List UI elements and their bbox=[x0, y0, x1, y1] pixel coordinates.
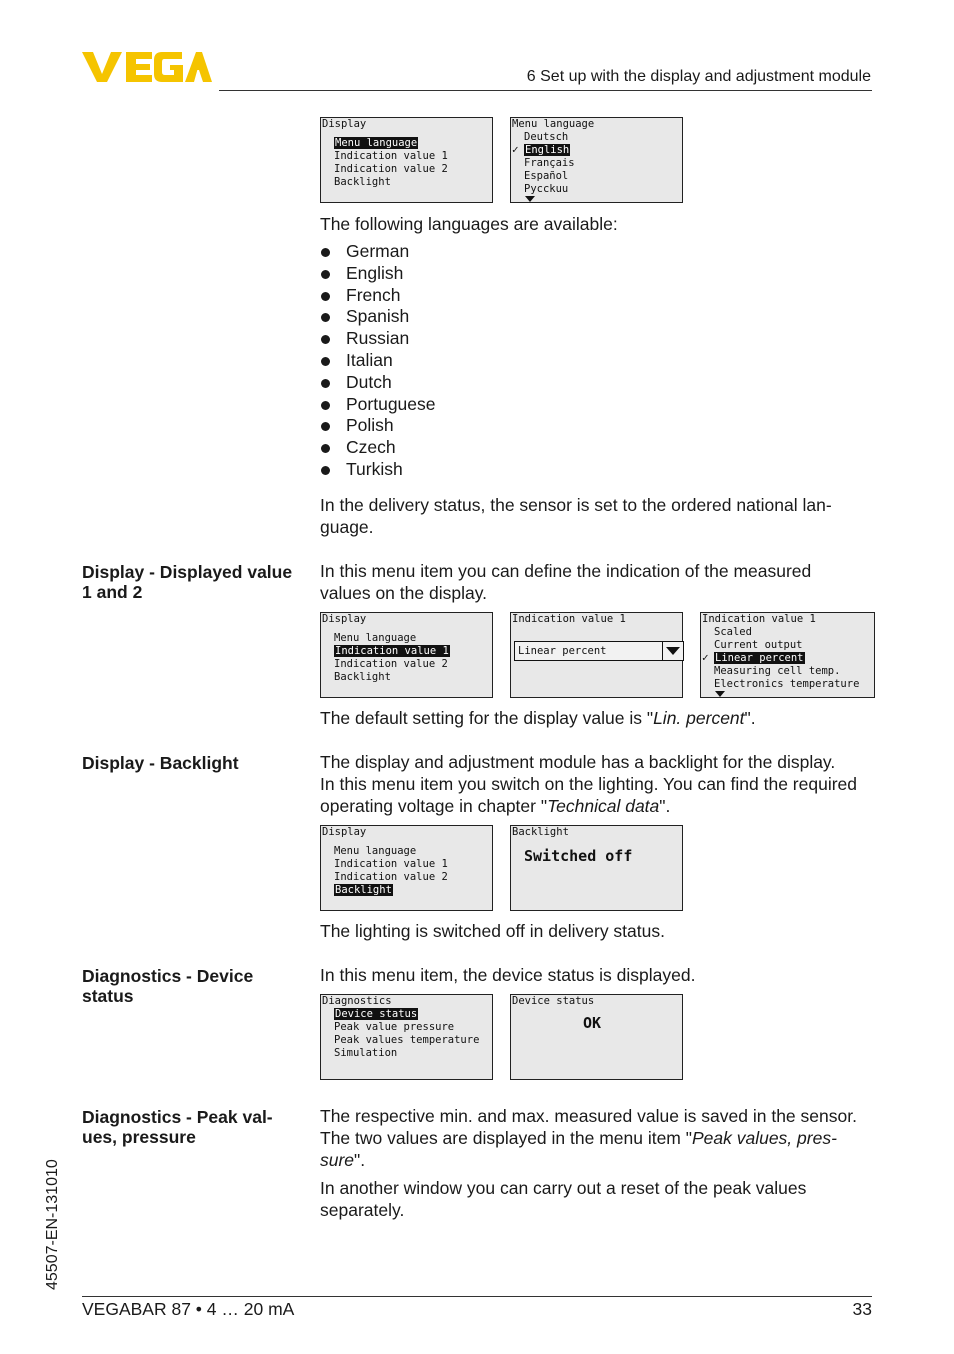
list-item: German bbox=[320, 241, 436, 263]
lcd-item: Français bbox=[524, 157, 575, 169]
lcd-device-status bbox=[510, 994, 683, 1080]
lcd-title: Display bbox=[322, 118, 367, 130]
peak-values-text: The respective min. and max. measured value is saved in the sensor. The two values are displayed in the menu item "Peak values, pres- sure". bbox=[320, 1106, 857, 1170]
lcd-title: Diagnostics bbox=[322, 995, 392, 1007]
document-number: 45507-EN-131010 bbox=[44, 1159, 61, 1290]
backlight-text: The display and adjustment module has a backlight for the display. In this menu item you switch on the lighting. You can find the required operating voltage in chapter "Technical data". bbox=[320, 752, 857, 816]
lcd-diagnostics-menu bbox=[320, 994, 493, 1080]
backlight-delivery-note: The lighting is switched off in delivery status. bbox=[320, 921, 665, 941]
lcd-item: Backlight bbox=[334, 176, 391, 188]
lcd-title: Indication value 1 bbox=[512, 613, 626, 625]
lcd-item: Backlight bbox=[335, 884, 392, 896]
lcd-title: Backlight bbox=[512, 826, 569, 838]
vega-logo bbox=[82, 50, 212, 84]
list-item: Spanish bbox=[320, 306, 436, 328]
languages-intro: The following languages are available: bbox=[320, 214, 618, 234]
lcd-indication-value bbox=[510, 612, 683, 698]
lcd-display-menu bbox=[320, 117, 493, 203]
language-list bbox=[320, 241, 436, 481]
section-heading-backlight: Display - Backlight bbox=[82, 753, 239, 773]
lcd-item: Backlight bbox=[334, 671, 391, 683]
lcd-item: Measuring cell temp. bbox=[714, 665, 841, 677]
lcd-backlight bbox=[510, 825, 683, 911]
lcd-item: Español bbox=[524, 170, 569, 182]
lcd-item: Indication value 1 bbox=[334, 150, 448, 162]
lcd-item: Indication value 1 bbox=[335, 645, 449, 657]
lcd-item: Indication value 2 bbox=[334, 658, 448, 670]
scroll-down-icon bbox=[715, 691, 725, 697]
checkmark-icon: ✓ bbox=[512, 143, 519, 156]
lcd-item: Indication value 2 bbox=[334, 163, 448, 175]
lcd-item: Indication value 2 bbox=[334, 871, 448, 883]
lcd-item: Menu language bbox=[334, 845, 417, 857]
lcd-item: Menu language bbox=[334, 632, 417, 644]
product-name: VEGABAR 87 • 4 … 20 mA bbox=[82, 1299, 295, 1319]
lcd-display-menu bbox=[320, 612, 493, 698]
lcd-item: Peak value pressure bbox=[334, 1021, 455, 1033]
lcd-title: Menu language bbox=[512, 118, 595, 130]
list-item: Turkish bbox=[320, 459, 436, 481]
lcd-item: Menu language bbox=[335, 137, 418, 149]
peak-values-reset-text: In another window you can carry out a reset of the peak values separately. bbox=[320, 1178, 807, 1220]
select-value: Linear percent bbox=[518, 645, 607, 657]
section-title: 6 Set up with the display and adjustment module bbox=[526, 68, 871, 85]
delivery-language-note: In the delivery status, the sensor is set to the ordered national lan- guage. bbox=[320, 495, 832, 537]
lcd-item: English bbox=[525, 144, 570, 156]
lcd-item: Device status bbox=[335, 1008, 418, 1020]
footer-divider bbox=[82, 1296, 872, 1297]
default-setting-text: The default setting for the display value is "Lin. percent". bbox=[320, 708, 756, 728]
list-item: Russian bbox=[320, 328, 436, 350]
list-item: Polish bbox=[320, 415, 436, 437]
section-heading-displayed-value: Display - Displayed value 1 and 2 bbox=[82, 562, 293, 602]
lcd-value: OK bbox=[583, 1014, 602, 1032]
checkmark-icon: ✓ bbox=[702, 651, 709, 664]
section-heading-peak-values: Diagnostics - Peak val- ues, pressure bbox=[82, 1107, 273, 1147]
list-item: Czech bbox=[320, 437, 436, 459]
lcd-indication-list bbox=[700, 612, 875, 698]
list-item: Portuguese bbox=[320, 394, 436, 416]
list-item: Italian bbox=[320, 350, 436, 372]
lcd-item: Deutsch bbox=[524, 131, 569, 143]
lcd-item: Electronics temperature bbox=[714, 678, 860, 690]
list-item: Dutch bbox=[320, 372, 436, 394]
lcd-title: Device status bbox=[512, 995, 595, 1007]
lcd-menu-language bbox=[510, 117, 683, 203]
header-divider bbox=[219, 90, 872, 91]
lcd-item: Linear percent bbox=[715, 652, 804, 664]
lcd-title: Indication value 1 bbox=[702, 613, 816, 625]
lcd-display-menu bbox=[320, 825, 493, 911]
page-number: 33 bbox=[852, 1299, 872, 1319]
indication-select bbox=[514, 641, 684, 661]
lcd-item: Indication value 1 bbox=[334, 858, 448, 870]
scroll-down-icon bbox=[525, 196, 535, 202]
lcd-item: Simulation bbox=[334, 1047, 398, 1059]
lcd-item: Current output bbox=[714, 639, 803, 651]
lcd-value: Switched off bbox=[524, 847, 633, 865]
lcd-item: Pycckuu bbox=[524, 183, 569, 195]
device-status-text: In this menu item, the device status is displayed. bbox=[320, 965, 696, 985]
lcd-item: Peak values temperature bbox=[334, 1034, 480, 1046]
lcd-item: Scaled bbox=[714, 626, 752, 638]
section-heading-device-status: Diagnostics - Device status bbox=[82, 966, 254, 1006]
displayed-value-text: In this menu item you can define the indication of the measured values on the display. bbox=[320, 561, 812, 603]
dropdown-arrow-icon bbox=[662, 642, 683, 660]
lcd-title: Display bbox=[322, 613, 367, 625]
list-item: French bbox=[320, 285, 436, 307]
lcd-title: Display bbox=[322, 826, 367, 838]
list-item: English bbox=[320, 263, 436, 285]
